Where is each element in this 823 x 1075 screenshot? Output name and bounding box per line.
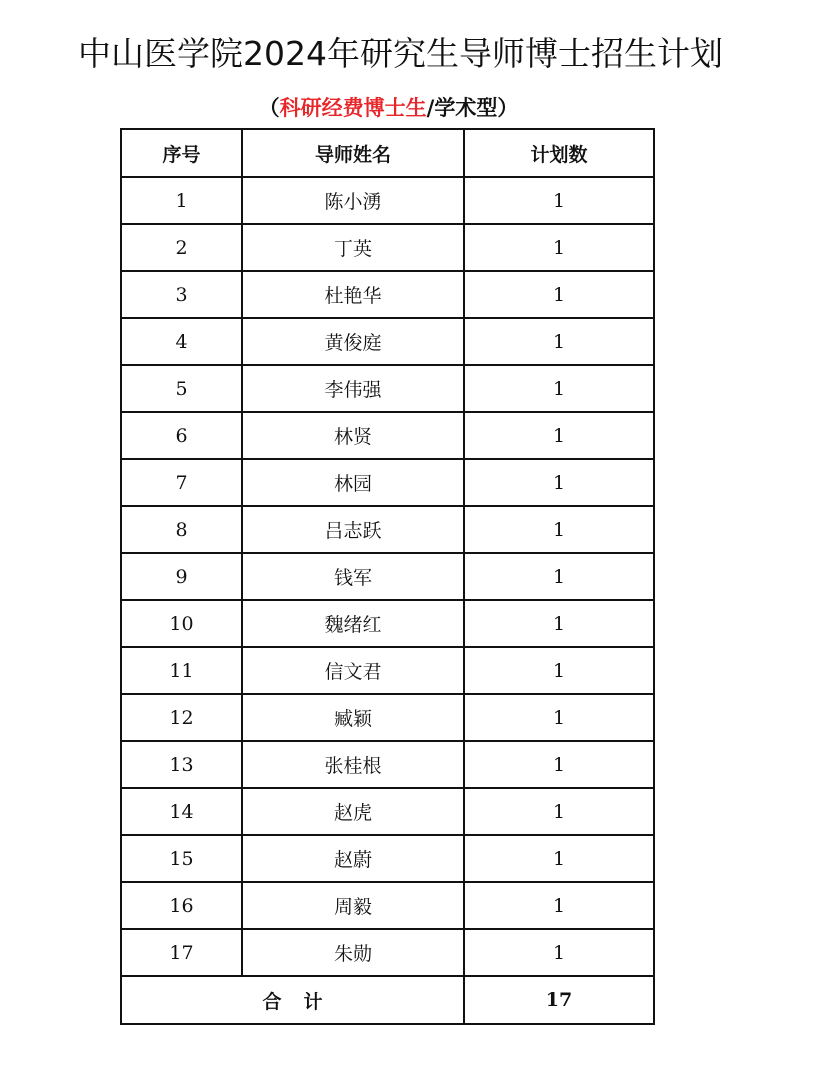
row-supervisor-name-cell: 钱军 (242, 553, 464, 600)
table-row (121, 318, 654, 365)
row-plan-count-cell: 1 (464, 412, 654, 459)
row-index-cell: 11 (121, 647, 242, 694)
row-plan-count-cell: 1 (464, 506, 654, 553)
row-index-cell: 1 (121, 177, 242, 224)
table-row (121, 600, 654, 647)
row-supervisor-name-cell: 黄俊庭 (242, 318, 464, 365)
row-index-cell: 14 (121, 788, 242, 835)
row-plan-count-cell: 1 (464, 318, 654, 365)
row-index-cell: 3 (121, 271, 242, 318)
page-title: 中山医学院2024年研究生导师博士招生计划 (78, 34, 723, 73)
subtitle-open-paren: （ (258, 95, 280, 120)
row-supervisor-name-cell: 杜艳华 (242, 271, 464, 318)
row-index-cell: 16 (121, 882, 242, 929)
table-row (121, 741, 654, 788)
row-index-cell: 15 (121, 835, 242, 882)
page-subtitle (0, 92, 777, 124)
row-supervisor-name-cell: 魏绪红 (242, 600, 464, 647)
row-index-cell: 10 (121, 600, 242, 647)
table-row (121, 224, 654, 271)
row-plan-count-cell: 1 (464, 694, 654, 741)
table-total-row (121, 976, 654, 1024)
header-plan-count: 计划数 (464, 129, 654, 177)
row-index-cell: 4 (121, 318, 242, 365)
row-index-cell: 12 (121, 694, 242, 741)
total-label (121, 976, 464, 1024)
row-plan-count-cell: 1 (464, 224, 654, 271)
row-supervisor-name-cell: 臧颖 (242, 694, 464, 741)
row-index-cell: 5 (121, 365, 242, 412)
total-count: 17 (464, 976, 654, 1024)
subtitle-highlight: 科研经费博士生 (279, 95, 427, 120)
row-plan-count-cell: 1 (464, 271, 654, 318)
row-supervisor-name-cell: 信文君 (242, 647, 464, 694)
table-row (121, 835, 654, 882)
row-index-cell: 17 (121, 929, 242, 976)
row-index-cell: 6 (121, 412, 242, 459)
subtitle-rest: /学术型） (426, 95, 519, 120)
table-row (121, 882, 654, 929)
table-row (121, 412, 654, 459)
header-supervisor-name: 导师姓名 (242, 129, 464, 177)
row-plan-count-cell: 1 (464, 788, 654, 835)
table-row (121, 365, 654, 412)
row-index-cell: 7 (121, 459, 242, 506)
row-plan-count-cell: 1 (464, 459, 654, 506)
table-row (121, 647, 654, 694)
total-label-text: 合计 (262, 990, 345, 1013)
table-body (121, 177, 654, 976)
table-row (121, 506, 654, 553)
row-plan-count-cell: 1 (464, 882, 654, 929)
table-row (121, 553, 654, 600)
row-plan-count-cell: 1 (464, 741, 654, 788)
row-index-cell: 8 (121, 506, 242, 553)
table-row (121, 459, 654, 506)
row-index-cell: 13 (121, 741, 242, 788)
row-supervisor-name-cell: 吕志跃 (242, 506, 464, 553)
row-supervisor-name-cell: 林贤 (242, 412, 464, 459)
row-supervisor-name-cell: 赵虎 (242, 788, 464, 835)
row-supervisor-name-cell: 周毅 (242, 882, 464, 929)
row-supervisor-name-cell: 李伟强 (242, 365, 464, 412)
header-index: 序号 (121, 129, 242, 177)
row-plan-count-cell: 1 (464, 177, 654, 224)
row-plan-count-cell: 1 (464, 929, 654, 976)
row-plan-count-cell: 1 (464, 553, 654, 600)
row-supervisor-name-cell: 陈小湧 (242, 177, 464, 224)
table-row (121, 271, 654, 318)
row-plan-count-cell: 1 (464, 600, 654, 647)
table-header-row (121, 129, 654, 177)
table-row (121, 929, 654, 976)
row-supervisor-name-cell: 张桂根 (242, 741, 464, 788)
row-plan-count-cell: 1 (464, 835, 654, 882)
row-supervisor-name-cell: 朱勋 (242, 929, 464, 976)
table-row (121, 694, 654, 741)
row-supervisor-name-cell: 丁英 (242, 224, 464, 271)
row-plan-count-cell: 1 (464, 365, 654, 412)
enrollment-plan-table (120, 128, 655, 1025)
table-row (121, 177, 654, 224)
row-index-cell: 9 (121, 553, 242, 600)
row-supervisor-name-cell: 林园 (242, 459, 464, 506)
row-plan-count-cell: 1 (464, 647, 654, 694)
table-row (121, 788, 654, 835)
row-index-cell: 2 (121, 224, 242, 271)
row-supervisor-name-cell: 赵蔚 (242, 835, 464, 882)
